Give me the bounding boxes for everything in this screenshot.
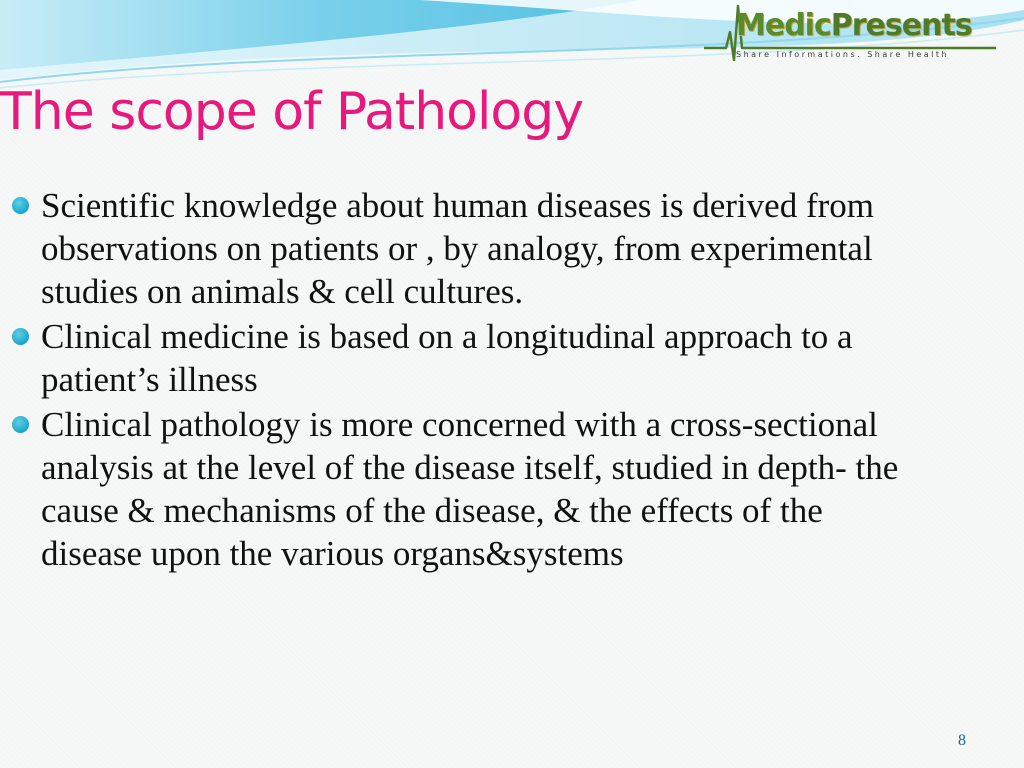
- medicpresents-logo: [704, 2, 1000, 64]
- slide-title: The scope of Pathology: [0, 82, 584, 142]
- bullet-list: [12, 184, 912, 577]
- page-number: 8: [958, 732, 966, 749]
- bullet-marker-icon: [12, 328, 29, 345]
- bullet-text: Clinical medicine is based on a longitudinal approach to a patient’s illness: [41, 317, 853, 399]
- bullet-item: [12, 403, 912, 575]
- bullet-marker-icon: [12, 416, 29, 433]
- bullet-text: Scientific knowledge about human diseases is derived from observations on patients or , by analogy, from experimental studies on animals & cell cultures.: [41, 186, 874, 311]
- bullet-text: Clinical pathology is more concerned with a cross-sectional analysis at the level of the disease itself, studied in depth- the cause & mechanisms of the disease, & the effects of the disease upon the various organs&systems: [41, 405, 899, 573]
- bullet-item: [12, 315, 912, 401]
- bullet-item: [12, 184, 912, 313]
- logo-name: MedicPresents: [736, 8, 972, 43]
- logo-tagline: Share Informations. Share Health: [736, 50, 950, 59]
- bullet-marker-icon: [12, 197, 29, 214]
